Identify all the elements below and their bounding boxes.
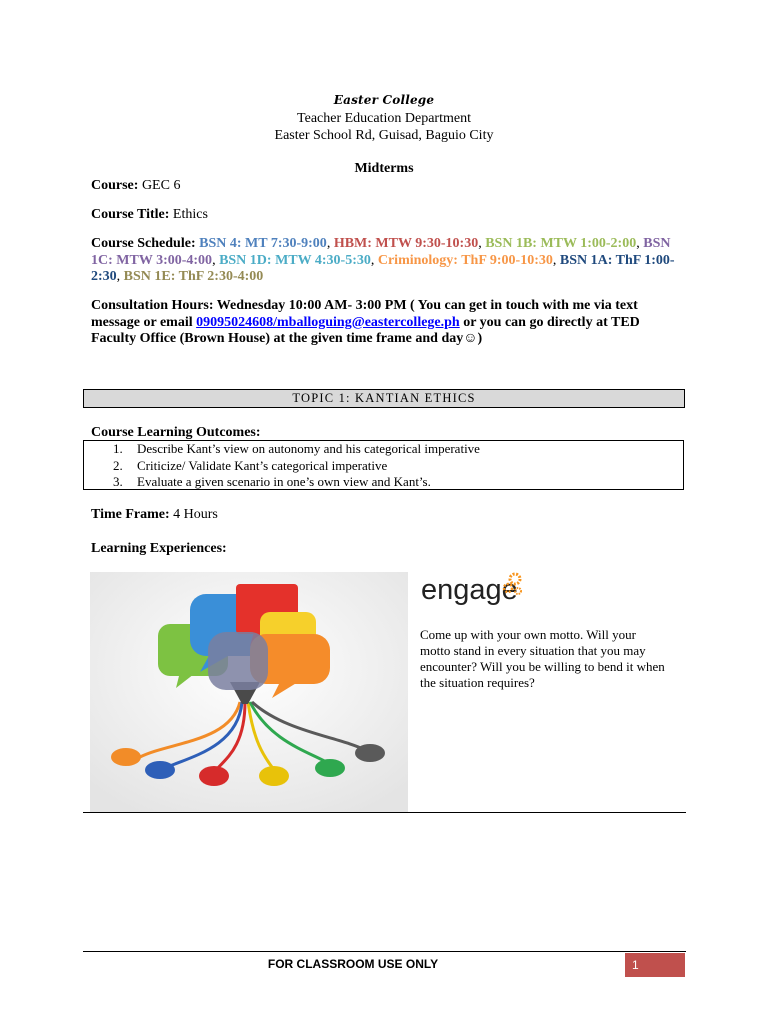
course-title-line — [91, 207, 683, 224]
schedule-hbm: HBM: MTW 9:30-10:30 — [333, 236, 479, 251]
schedule-bsn4: BSN 4: MT 7:30-9:00 — [199, 236, 327, 251]
page-number-badge: 1 — [625, 953, 685, 977]
outcome-text: Evaluate a given scenario in one’s own view and Kant’s. — [137, 474, 431, 489]
topic-heading: TOPIC 1: KANTIAN ETHICS — [83, 389, 685, 408]
schedule-separator: , — [326, 236, 334, 251]
outcome-number: 1. — [113, 441, 123, 456]
course-title-label: Course Title: — [91, 207, 170, 222]
schedule-separator: , — [552, 252, 560, 268]
consultation-hours — [91, 298, 683, 348]
outcome-number: 2. — [113, 458, 123, 473]
course-label: Course: — [91, 178, 139, 193]
schedule-criminology: Criminology: ThF 9:00-10:30 — [377, 252, 553, 268]
schedule-bsn1d: BSN 1D: MTW 4:30-5:30 — [219, 252, 371, 268]
consultation-text-end: or you can go directly at TED Faculty Office (Brown House) at the given time frame and day☺) — [91, 314, 640, 346]
schedule-bsn1c: BSN 1C: MTW 3:00-4:00 — [91, 236, 671, 268]
speech-bubbles-image — [90, 572, 408, 812]
outcome-text: Criticize/ Validate Kant’s categorical imperative — [137, 458, 388, 473]
course-schedule — [91, 236, 683, 286]
speech-bubbles-illustration — [90, 572, 408, 812]
schedule-separator: , — [370, 252, 378, 268]
course-title-value: Ethics — [169, 207, 208, 222]
schedule-bsn1a: BSN 1A: ThF 1:00-2:30 — [91, 252, 675, 284]
department-name: Teacher Education Department — [297, 111, 471, 126]
time-frame-value: 4 Hours — [169, 507, 218, 522]
schedule-separator: , — [116, 269, 124, 284]
time-frame-label: Time Frame: — [91, 507, 170, 522]
section-divider — [83, 812, 686, 813]
outcome-number: 3. — [113, 474, 123, 489]
college-name: Easter College — [333, 93, 435, 107]
schedule-separator: , — [212, 252, 220, 268]
learning-outcomes-title: Course Learning Outcomes: — [91, 425, 261, 440]
outcome-item — [113, 474, 431, 490]
outcome-text: Describe Kant’s view on autonomy and his categorical imperative — [137, 441, 480, 456]
time-frame-line — [91, 507, 683, 524]
course-line — [91, 178, 683, 195]
engage-prompt: Come up with your own motto. Will your motto stand in every situation that you may encounter? Will you be willing to bend it when the situation requires? — [420, 627, 665, 690]
outcome-item — [113, 458, 387, 474]
footer-divider — [83, 951, 686, 952]
schedule-bsn1e: BSN 1E: ThF 2:30-4:00 — [123, 269, 264, 284]
consultation-text: Consultation Hours: Wednesday 10:00 AM- 3:00 PM ( You can get in touch with me via text message or email — [91, 298, 638, 330]
footer-notice: FOR CLASSROOM USE ONLY — [267, 957, 439, 971]
college-address: Easter School Rd, Guisad, Baguio City — [274, 128, 494, 143]
gear-icon — [500, 571, 526, 597]
course-value: GEC 6 — [138, 178, 181, 193]
learning-outcomes-list — [83, 440, 684, 490]
schedule-bsn1b: BSN 1B: MTW 1:00-2:00 — [485, 236, 637, 251]
schedule-label: Course Schedule: — [91, 236, 196, 251]
outcome-item — [113, 441, 480, 457]
learning-experiences-title: Learning Experiences: — [91, 541, 227, 556]
contact-link[interactable]: 09095024608/mballoguing@eastercollege.ph — [196, 314, 460, 330]
schedule-separator: , — [478, 236, 486, 251]
term-title: Midterms — [354, 161, 414, 176]
engage-heading: engage — [421, 574, 518, 606]
schedule-separator: , — [636, 236, 644, 251]
